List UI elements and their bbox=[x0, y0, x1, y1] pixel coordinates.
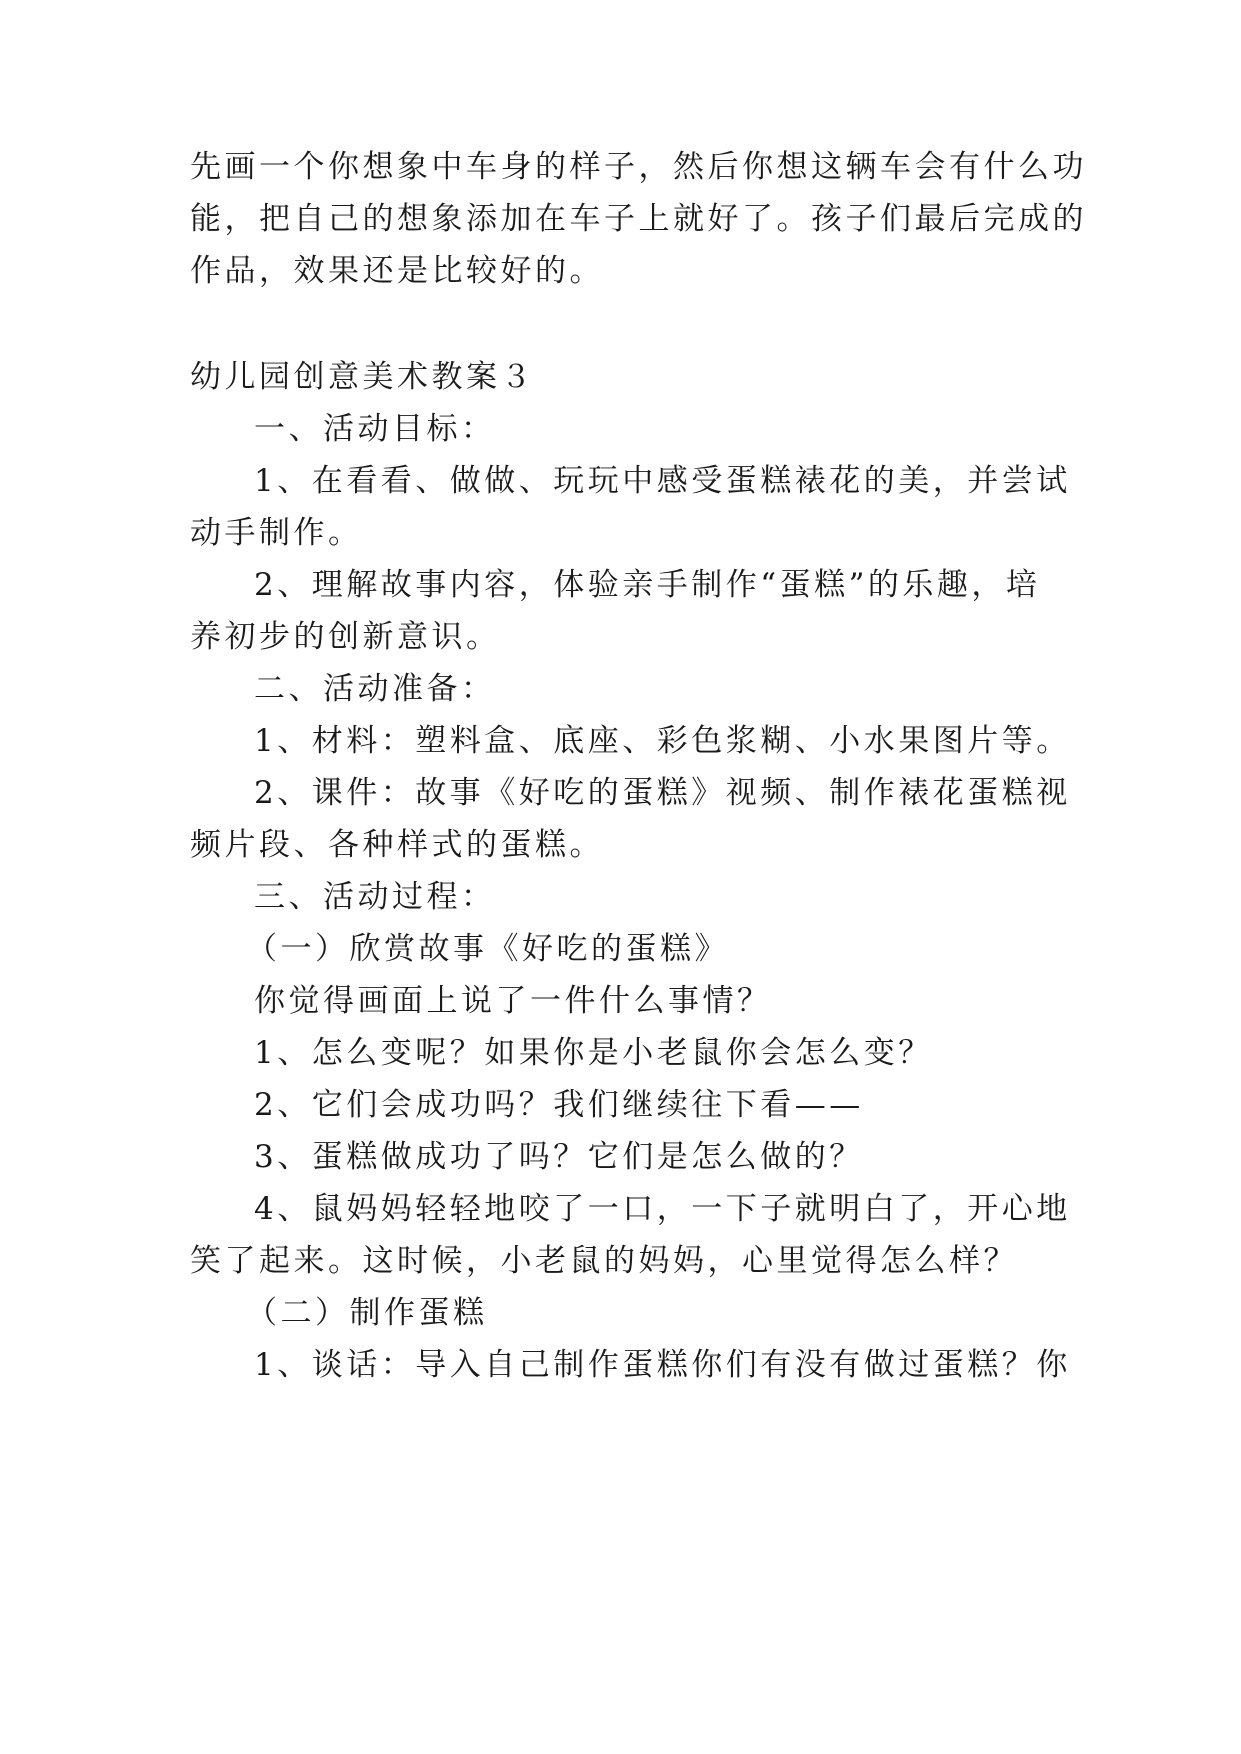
list-item-line: 1、材料：塑料盒、底座、彩色浆糊、小水果图片等。 bbox=[254, 723, 1071, 759]
subsection-heading: （一）欣赏故事《好吃的蛋糕》 bbox=[246, 931, 729, 967]
subsection-heading: （二）制作蛋糕 bbox=[246, 1295, 488, 1331]
paragraph-line: 先画一个你想象中车身的样子，然后你想这辆车会有什么功 bbox=[190, 149, 1087, 185]
section-heading: 三、活动过程： bbox=[254, 879, 496, 915]
list-item-line: 1、怎么变呢？如果你是小老鼠你会怎么变？ bbox=[254, 1035, 933, 1071]
list-item-line: 1、谈话：导入自己制作蛋糕你们有没有做过蛋糕？你 bbox=[254, 1347, 1071, 1383]
list-item-line: 2、理解故事内容，体验亲手制作“蛋糕”的乐趣，培 bbox=[254, 567, 1041, 603]
list-item-line: 2、它们会成功吗？我们继续往下看—— bbox=[254, 1087, 864, 1123]
list-item-line: 频片段、各种样式的蛋糕。 bbox=[190, 827, 604, 863]
section-title: 幼儿园创意美术教案３ bbox=[190, 359, 535, 395]
list-item-line: 动手制作。 bbox=[190, 515, 363, 551]
section-heading: 一、活动目标： bbox=[254, 411, 496, 447]
paragraph-line: 你觉得画面上说了一件什么事情？ bbox=[254, 983, 772, 1019]
list-item-line: 2、课件：故事《好吃的蛋糕》视频、制作裱花蛋糕视 bbox=[254, 775, 1071, 811]
list-item-line: 4、鼠妈妈轻轻地咬了一口，一下子就明白了，开心地 bbox=[254, 1191, 1071, 1227]
list-item-line: 笑了起来。这时候，小老鼠的妈妈，心里觉得怎么样？ bbox=[190, 1243, 1018, 1279]
section-heading: 二、活动准备： bbox=[254, 671, 496, 707]
list-item-line: 养初步的创新意识。 bbox=[190, 619, 501, 655]
paragraph-line: 能，把自己的想象添加在车子上就好了。孩子们最后完成的 bbox=[190, 201, 1087, 237]
paragraph-line: 作品，效果还是比较好的。 bbox=[190, 253, 604, 289]
list-item-line: 3、蛋糕做成功了吗？它们是怎么做的？ bbox=[254, 1139, 864, 1175]
list-item-line: 1、在看看、做做、玩玩中感受蛋糕裱花的美，并尝试 bbox=[254, 463, 1071, 499]
